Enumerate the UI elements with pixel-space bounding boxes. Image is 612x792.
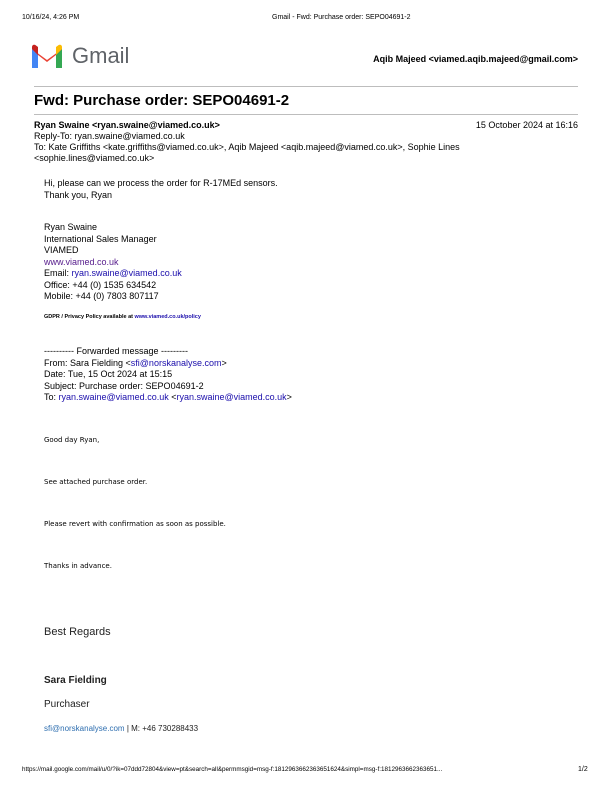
signature-office: Office: +44 (0) 1535 634542 <box>44 279 157 290</box>
signature-company: VIAMED <box>44 245 79 255</box>
message-date: 15 October 2024 at 16:16 <box>475 120 578 130</box>
gdpr-prefix: GDPR / Privacy Policy available at <box>44 314 135 320</box>
signature-block <box>44 222 182 303</box>
signature-title: International Sales Manager <box>44 233 157 244</box>
sender-title: Purchaser <box>44 699 90 710</box>
forwarded-to-email-link[interactable]: ryan.swaine@viamed.co.uk <box>58 392 169 402</box>
signature-website-link[interactable]: www.viamed.co.uk <box>44 256 119 267</box>
sender-email-link[interactable]: sfi@norskanalyse.com <box>44 724 125 733</box>
subject-divider <box>34 114 578 115</box>
header-divider <box>34 86 578 87</box>
regards-text: Best Regards <box>44 626 111 638</box>
forwarded-to-email-link[interactable]: ryan.swaine@viamed.co.uk <box>176 392 287 402</box>
forwarded-to-prefix: To: <box>44 392 59 402</box>
forwarded-header <box>44 346 292 404</box>
gdpr-notice <box>44 314 201 320</box>
forwarded-from-prefix: From: Sara Fielding < <box>44 357 131 368</box>
sender-contact <box>44 724 198 733</box>
signature-name: Ryan Swaine <box>44 222 98 232</box>
forwarded-to-mid: < <box>168 392 177 402</box>
forwarded-divider: ---------- Forwarded message --------- <box>44 346 188 356</box>
gmail-wordmark[interactable]: Gmail <box>72 43 130 68</box>
message-reply-to: Reply-To: ryan.swaine@viamed.co.uk <box>34 131 185 141</box>
body-line: Thank you, Ryan <box>44 189 113 200</box>
print-page-number: 1/2 <box>578 766 588 773</box>
signature-mobile: Mobile: +44 (0) 7803 807117 <box>44 291 159 301</box>
gdpr-policy-link[interactable]: www.viamed.co.uk/policy <box>134 314 201 320</box>
account-label: Aqib Majeed <viamed.aqib.majeed@gmail.com> <box>373 54 578 64</box>
message-to-line2: <sophie.lines@viamed.co.uk> <box>34 153 155 163</box>
forwarded-subject: Subject: Purchase order: SEPO04691-2 <box>44 380 204 391</box>
forwarded-date: Date: Tue, 15 Oct 2024 at 15:15 <box>44 369 173 379</box>
sender-phone: | M: +46 730288433 <box>124 724 199 733</box>
print-url: https://mail.google.com/mail/u/0/?ik=07ddd72804&view=pt&search=all&permmsgid=msg-f:1812963662363651624&simpl=msg-f:1812963662363651... <box>22 766 443 773</box>
forwarded-from-email-link[interactable]: sfi@norskanalyse.com <box>130 357 222 368</box>
forwarded-line: See attached purchase order. <box>44 478 148 486</box>
message-to-line1: To: Kate Griffiths <kate.griffiths@viamed.co.uk>, Aqib Majeed <aqib.majeed@viamed.co.uk>, Sophie Lines <box>34 142 460 152</box>
gmail-logo-icon[interactable] <box>30 44 64 75</box>
message-body <box>44 178 278 201</box>
forwarded-greeting: Good day Ryan, <box>44 436 100 444</box>
body-line: Hi, please can we process the order for R-17MEd sensors. <box>44 178 278 188</box>
forwarded-line: Please revert with confirmation as soon as possible. <box>44 520 226 528</box>
forwarded-to-suffix: > <box>286 392 292 402</box>
sender-name: Sara Fielding <box>44 675 107 686</box>
message-subject: Fwd: Purchase order: SEPO04691-2 <box>34 92 290 109</box>
forwarded-from-suffix: > <box>221 357 227 368</box>
forwarded-line: Thanks in advance. <box>44 562 112 570</box>
signature-email-link[interactable]: ryan.swaine@viamed.co.uk <box>71 268 182 278</box>
message-from: Ryan Swaine <ryan.swaine@viamed.co.uk> <box>34 120 220 130</box>
print-datetime: 10/16/24, 4:26 PM <box>22 14 80 21</box>
print-title: Gmail - Fwd: Purchase order: SEPO04691-2 <box>272 14 411 21</box>
signature-email-label: Email: <box>44 268 72 278</box>
